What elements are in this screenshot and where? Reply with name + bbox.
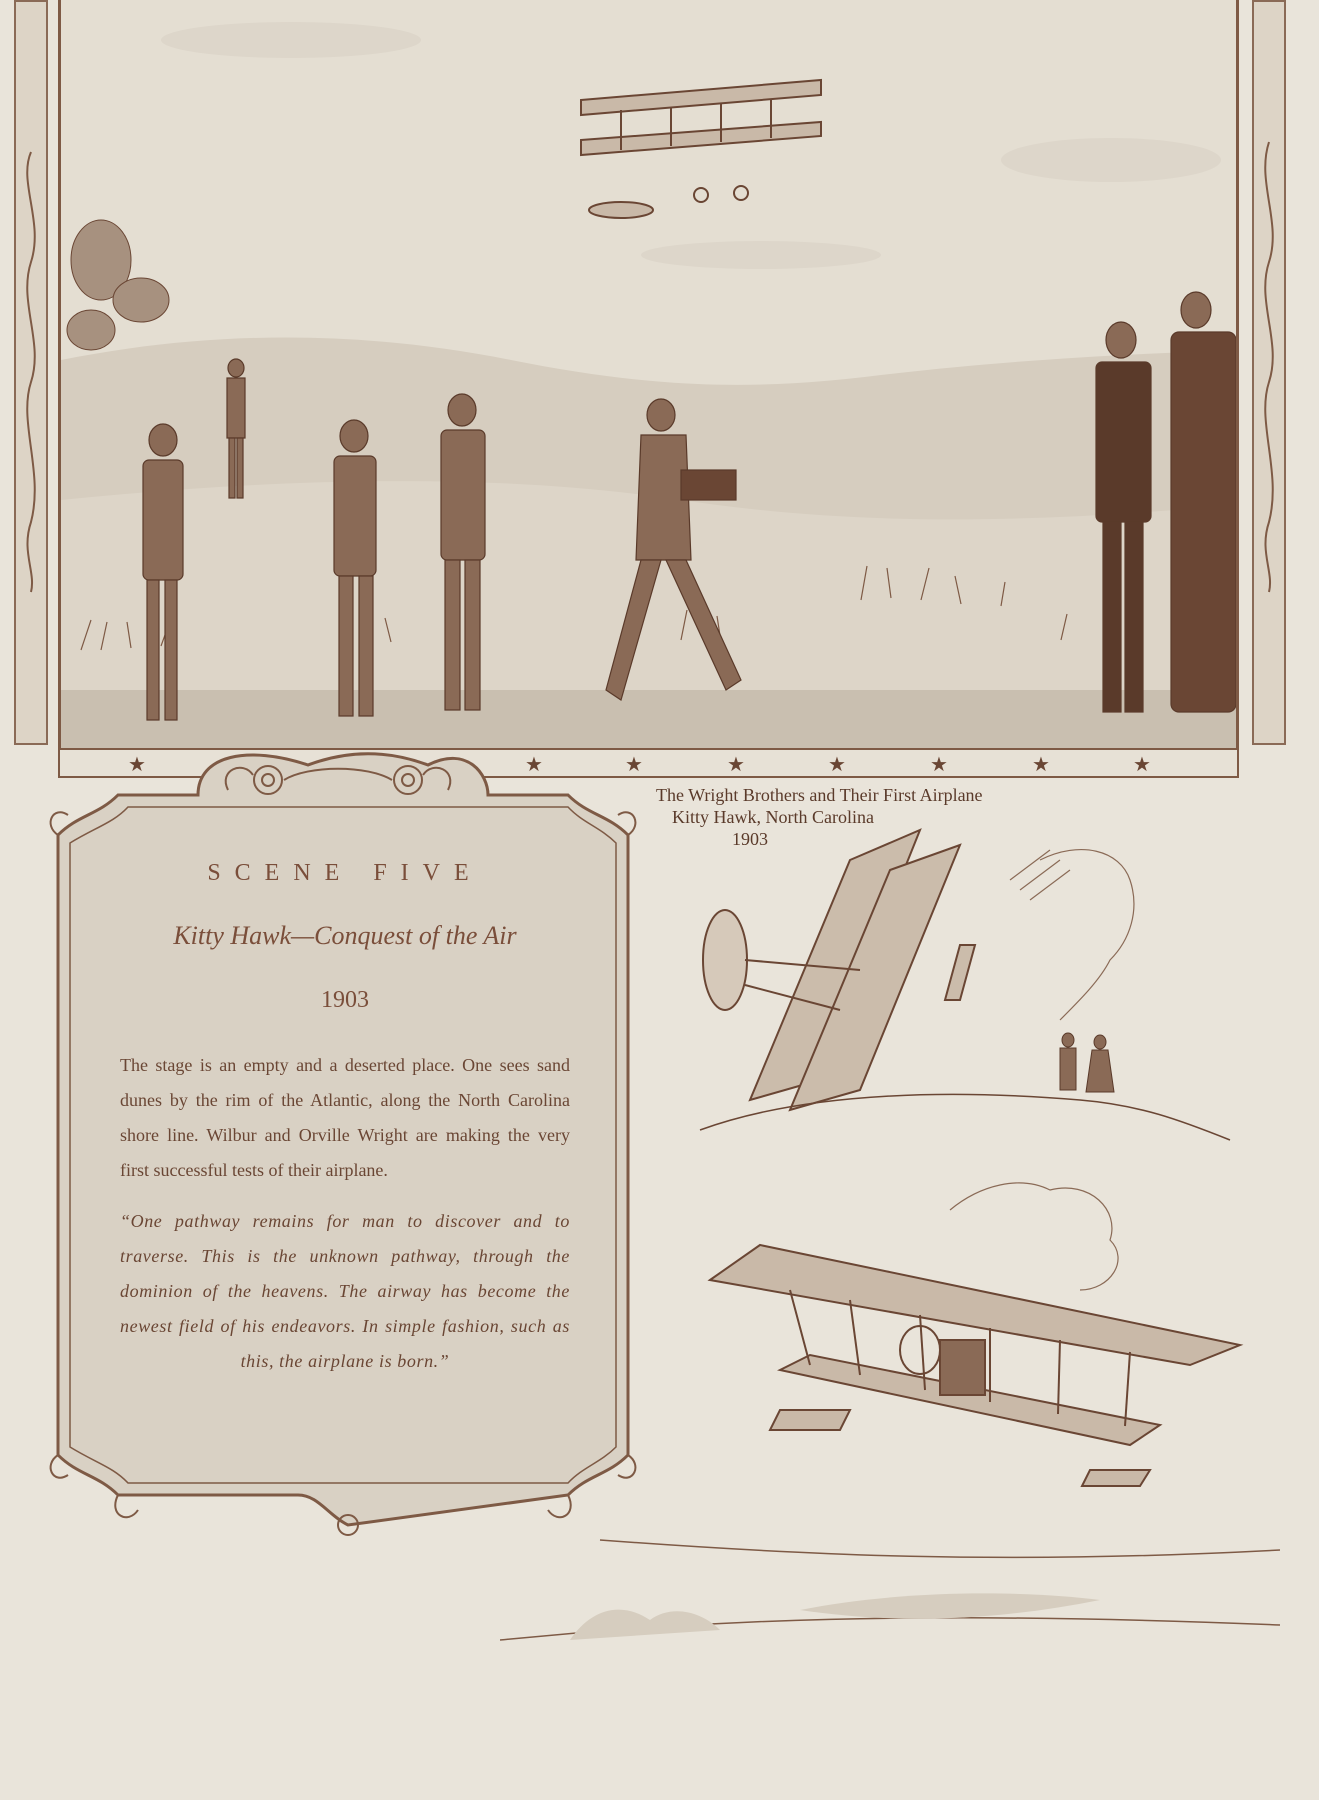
- star-icon: ★: [1133, 752, 1151, 776]
- scene-subtitle: Kitty Hawk—Conquest of the Air: [173, 921, 517, 950]
- star-icon: ★: [727, 752, 745, 776]
- landscape-illustration: [500, 1530, 1290, 1670]
- scene-body: The stage is an empty and a deserted place. One sees sand dunes by the rim of the Atlantic, along the North Carolina shore line. Wilbur and Orville Wright are making the very first successful tests of their airplane.: [120, 1055, 570, 1180]
- scene-year: 1903: [321, 987, 369, 1013]
- star-icon: ★: [525, 752, 543, 776]
- star-icon: ★: [128, 752, 146, 776]
- star-icon: ★: [1032, 752, 1050, 776]
- spectators-illustration: [58, 0, 1239, 760]
- scene-description: [120, 860, 570, 1379]
- caption-year: 1903: [732, 829, 768, 849]
- scene-quote: “One pathway remains for man to discover and to traverse. This is the unknown pathway, through the dominion of the heavens. The airway has become the newest field of his endeavors. In simple fashion, such as this, the airplane is born.”: [120, 1211, 570, 1371]
- wright-flyer-illustration: [660, 820, 1260, 1150]
- caption-location: Kitty Hawk, North Carolina: [672, 807, 874, 827]
- left-ornament-strip: [14, 0, 48, 745]
- scene-title: SCENE FIVE: [207, 860, 483, 886]
- star-icon: ★: [930, 752, 948, 776]
- star-icon: ★: [625, 752, 643, 776]
- star-icon: ★: [828, 752, 846, 776]
- biplane-illustration: [690, 1180, 1250, 1510]
- right-ornament-strip: [1252, 0, 1286, 745]
- caption-title: The Wright Brothers and Their First Airplane: [656, 785, 983, 805]
